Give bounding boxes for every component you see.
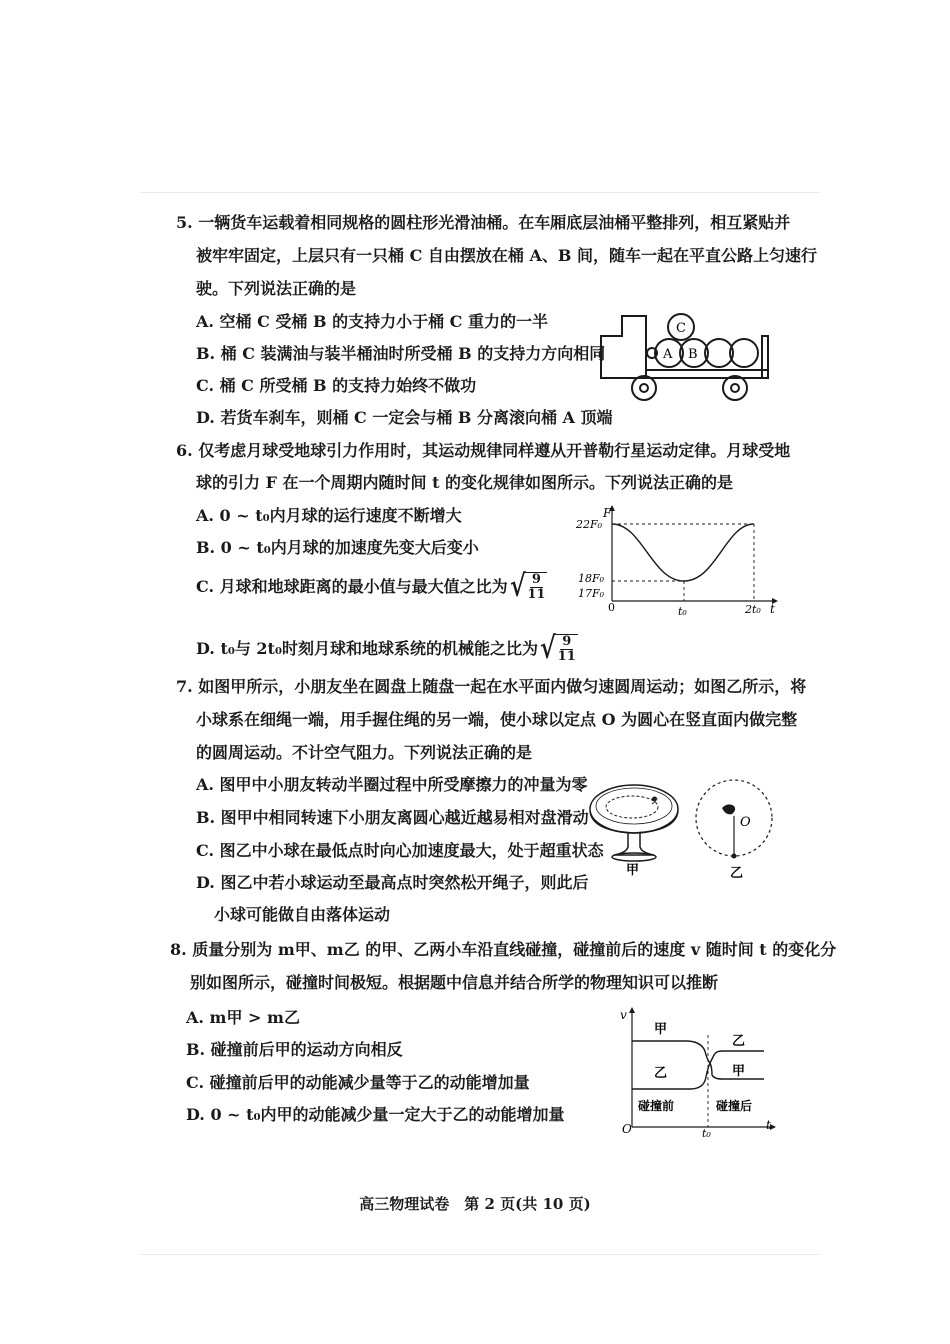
point-o-label: O	[740, 815, 751, 830]
q8-option-d: D. 0 ~ t₀内甲的动能减少量一定大于乙的动能增加量	[186, 1105, 565, 1124]
frac-c-den: 11	[527, 587, 546, 602]
q7-option-b: B. 图甲中相同转速下小朋友离圆心越近越易相对盘滑动	[196, 808, 589, 827]
q6-option-d	[196, 631, 578, 666]
q5-stem-line-3: 驶。下列说法正确的是	[196, 279, 357, 298]
tick-22f0: 22F₀	[576, 518, 603, 531]
q6-option-d-text: D. t₀与 2t₀时刻月球和地球系统的机械能之比为	[196, 639, 538, 658]
q6-stem-text-1: 仅考虑月球受地球引力作用时，其运动规律同样遵从开普勒行星运动定律。月球受地	[198, 441, 791, 460]
scan-border-top	[140, 192, 820, 193]
q8-option-b: B. 碰撞前后甲的运动方向相反	[186, 1040, 403, 1059]
q8-stem-line-1	[170, 939, 836, 961]
q7-option-c: C. 图乙中小球在最低点时向心加速度最大，处于超重状态	[196, 841, 604, 860]
page-footer: 高三物理试卷 第 2 页(共 10 页)	[359, 1195, 591, 1213]
vt-origin: O	[622, 1122, 632, 1136]
q5-stem-text-1: 一辆货车运载着相同规格的圆柱形光滑油桶。在车厢底层油桶平整排列，相互紧贴并	[198, 213, 791, 232]
velocity-time-graph	[618, 1005, 782, 1145]
q6-option-c-text: C. 月球和地球距离的最小值与最大值之比为	[196, 577, 508, 596]
frac-c-num: 9	[531, 572, 541, 587]
vt-y-arrow-icon	[629, 1007, 635, 1013]
tick-2t0: 2t₀	[745, 603, 761, 616]
scan-border-bottom	[140, 1254, 820, 1255]
q6-stem-line-1	[176, 440, 790, 462]
vt-y-label: v	[620, 1008, 627, 1022]
hand-icon	[722, 804, 735, 814]
frac-d-den: 11	[557, 649, 576, 664]
jia-after-label: 甲	[732, 1064, 746, 1079]
q5-option-c: C. 桶 C 所受桶 B 的支持力始终不做功	[196, 376, 477, 395]
q8-option-c: C. 碰撞前后甲的动能减少量等于乙的动能增加量	[186, 1073, 530, 1092]
q6-option-a: A. 0 ~ t₀内月球的运行速度不断增大	[196, 506, 462, 525]
tick-t0: t₀	[678, 605, 687, 618]
after-collision-label: 碰撞后	[716, 1099, 753, 1113]
q8-stem-line-2: 别如图所示，碰撞时间极短。根据题中信息并结合所学的物理知识可以推断	[190, 973, 719, 992]
tick-17f0: 17F₀	[578, 587, 605, 600]
vt-x-arrow-icon	[770, 1124, 776, 1130]
yi-after-label: 乙	[732, 1034, 746, 1049]
fig-jia-label: 甲	[626, 863, 640, 878]
q7-stem-text-1: 如图甲所示，小朋友坐在圆盘上随盘一起在水平面内做匀速圆周运动；如图乙所示，将	[198, 677, 807, 696]
fig-yi-label: 乙	[730, 866, 744, 881]
vt-x-label: t	[766, 1118, 771, 1132]
q5-number: 5.	[176, 213, 193, 232]
q5-option-b: B. 桶 C 装满油与装半桶油时所受桶 B 的支持力方向相同	[196, 344, 606, 363]
frac-d-num: 9	[562, 634, 572, 649]
q5-option-d: D. 若货车刹车，则桶 C 一定会与桶 B 分离滚向桶 A 顶端	[196, 408, 613, 427]
vt-tick-t0: t₀	[702, 1127, 711, 1140]
q7-stem-line-1	[176, 676, 806, 698]
barrel-c-label: C	[676, 321, 686, 336]
jia-before-label: 甲	[654, 1022, 668, 1037]
q7-stem-line-2: 小球系在细绳一端，用手握住绳的另一端，使小球以定点 O 为圆心在竖直面内做完整	[196, 710, 798, 729]
force-curve	[612, 524, 754, 581]
child-icon	[652, 797, 656, 801]
q7-option-d: D. 图乙中若小球运动至最高点时突然松开绳子，则此后	[196, 873, 589, 892]
q8-option-a: A. m甲 > m乙	[186, 1008, 300, 1027]
q8-number: 8.	[170, 940, 187, 959]
q6-option-b: B. 0 ~ t₀内月球的加速度先变大后变小	[196, 538, 479, 557]
before-collision-label: 碰撞前	[638, 1099, 675, 1113]
q6-option-c	[196, 569, 547, 604]
q5-option-a: A. 空桶 C 受桶 B 的支持力小于桶 C 重力的一半	[196, 312, 548, 331]
q7-stem-line-3: 的圆周运动。不计空气阻力。下列说法正确的是	[196, 743, 533, 762]
barrel-a-label: A	[663, 347, 673, 362]
rotating-disk-figure	[586, 775, 686, 880]
barrel-b-label: B	[688, 347, 698, 362]
tick-18f0: 18F₀	[578, 572, 605, 585]
ball-icon	[732, 854, 737, 859]
q5-stem-line-2: 被牢牢固定，上层只有一只桶 C 自由摆放在桶 A、B 间，随车一起在平直公路上匀速行	[196, 246, 817, 265]
graph-x-label: t	[770, 602, 775, 616]
q6-stem-line-2: 球的引力 F 在一个周期内随时间 t 的变化规律如图所示。下列说法正确的是	[196, 473, 734, 492]
q7-option-d-cont: 小球可能做自由落体运动	[214, 905, 391, 924]
force-time-graph	[572, 505, 782, 620]
q5-stem-line-1	[176, 212, 790, 234]
vertical-circle-figure	[690, 778, 782, 883]
tick-origin: 0	[608, 601, 615, 614]
sqrt-fraction-d: √ $\frac{9}{11}$	[539, 631, 576, 666]
q7-number: 7.	[176, 677, 193, 696]
truck-figure	[596, 308, 776, 408]
q7-option-a: A. 图甲中小朋友转动半圈过程中所受摩擦力的冲量为零	[196, 775, 588, 794]
q6-number: 6.	[176, 441, 193, 460]
graph-y-label: F	[603, 506, 612, 520]
yi-before-label: 乙	[654, 1066, 668, 1081]
sqrt-fraction-c: √ $\frac{9}{11}$	[509, 569, 546, 604]
q8-stem-text-1: 质量分别为 m甲、m乙 的甲、乙两小车沿直线碰撞，碰撞前后的速度 v 随时间 t 的变化分	[192, 940, 837, 959]
